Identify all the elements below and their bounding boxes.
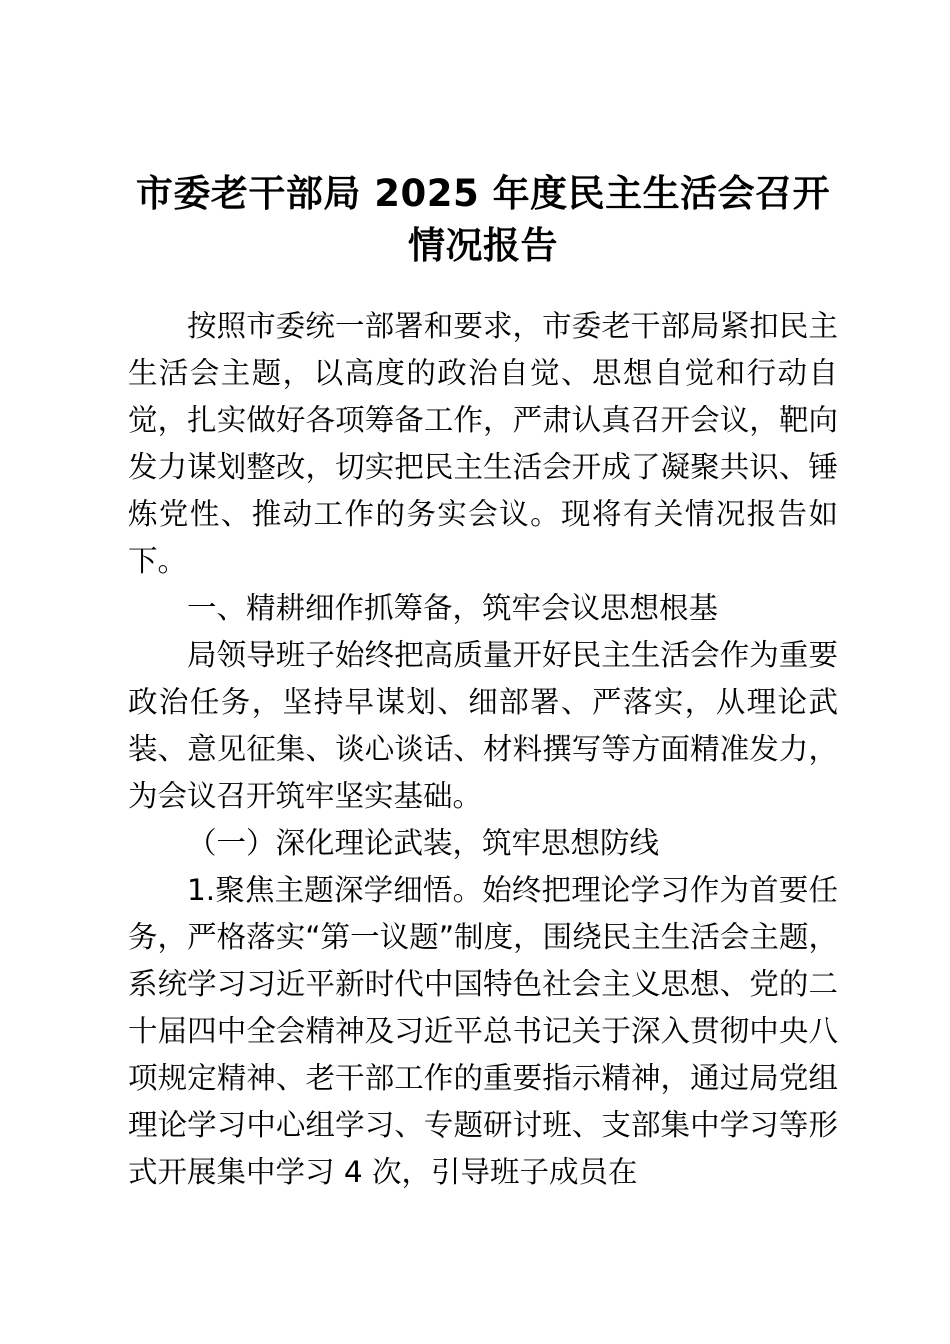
- subsection-heading-one-one: （一）深化理论武装，筑牢思想防线: [187, 826, 660, 860]
- paragraph-item-one: 1.聚焦主题深学细悟。始终把理论学习作为首要任务，严格落实“第一议题”制度，围绕民主生活会主题，系统学习习近平新时代中国特色社会主义思想、党的二十届四中全会精神及习近平总书记关于深入贯彻中央八项规定精神、老干部工作的重要指示精神，通过局党组理论学习中心组学习、专题研讨班、支部集中学习等形式开展集中学习 4 次，引导班子成员在: [128, 873, 838, 1189]
- paragraph-section-one-body: 局领导班子始终把高质量开好民主生活会作为重要政治任务，坚持早谋划、细部署、严落实，从理论武装、意见征集、谈心谈话、材料撰写等方面精准发力，为会议召开筑牢坚实基础。: [128, 638, 838, 813]
- paragraph-intro: 按照市委统一部署和要求，市委老干部局紧扣民主生活会主题，以高度的政治自觉、思想自觉和行动自觉，扎实做好各项筹备工作，严肃认真召开会议，靶向发力谋划整改，切实把民主生活会开成了凝聚共识、锤炼党性、推动工作的务实会议。现将有关情况报告如下。: [128, 309, 838, 578]
- document-title: 市委老干部局 2025 年度民主生活会召开情况报告: [135, 172, 831, 267]
- document-content: [128, 168, 838, 1196]
- section-heading-one: 一、精耕细作抓筹备，筑牢会议思想根基: [187, 591, 719, 625]
